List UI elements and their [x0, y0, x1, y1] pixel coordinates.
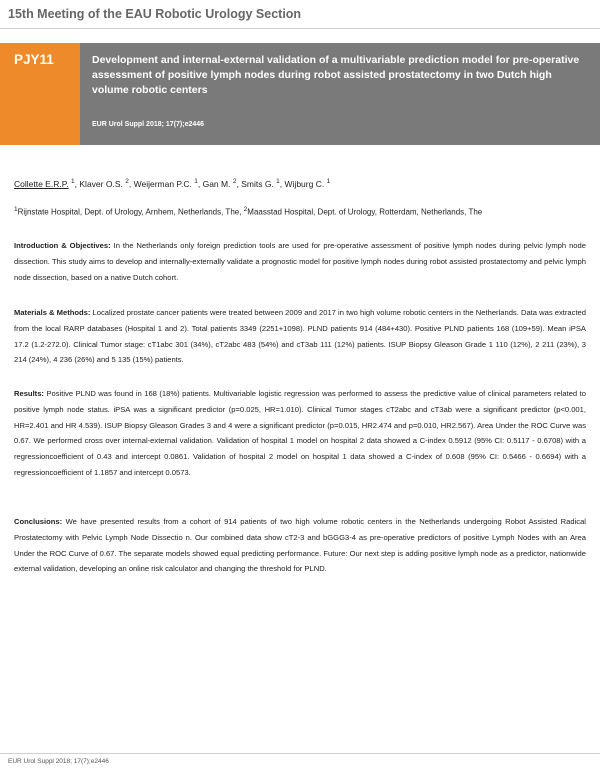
- author-affiliation-marker: 1: [71, 178, 75, 185]
- section-heading: Materials & Methods:: [14, 308, 91, 317]
- footer-citation: EUR Urol Suppl 2018; 17(7);e2446: [8, 758, 109, 765]
- author-affiliation-marker: 1: [326, 178, 331, 185]
- abstract-code: PJY11: [14, 52, 54, 67]
- section-results: [14, 386, 586, 481]
- affiliation-text: Rijnstate Hospital, Dept. of Urology, Arnhem, Netherlands, The,: [17, 207, 244, 217]
- abstract-title: Development and internal-external validation of a multivariable prediction model for pre-operative assessment of positive lymph nodes during robot assisted prostatectomy in two Dutch high volume robotic centers: [92, 54, 580, 96]
- author-affiliation-marker: 1: [194, 178, 198, 185]
- author-name: Smits G.: [241, 178, 274, 189]
- section-heading: Introduction & Objectives:: [14, 241, 111, 250]
- author-name: Collette E.R.P.: [14, 178, 69, 189]
- header-divider: [0, 28, 600, 29]
- section-body: Positive PLND was found in 168 (18%) patients. Multivariable logistic regression was performed to assess the predictive value of clinical parameters related to positive lymph node status. iPSA was a significant predictor (p=0.025, HR=1.010). Clinical Tumor stages cT2abc and cT3ab were a significant predictor (p<0.001, HR=2.401 and HR 4.539). ISUP Biopsy Gleason Grades 3 and 4 were a significant predictor (p=0.015, HR2.474 and p=0.010, HR2.567). Area Under the ROC Curve was 0.67. We performed cross over internal-external validation. Validation of hospital 1 model on hospital 2 data showed a C-index 0.5912 (95% CI: 0.5117 - 0.6708) with a regressioncoefficient of 0.43 and intercept 0.0861. Validation of hospital 2 model on hospital 1 data showed a C-index of 0.608 (95% CI: 0.5466 - 0.6694) with a regressioncoefficient of 1.1857 and intercept 0.0573.: [14, 389, 586, 477]
- section-body: In the Netherlands only foreign prediction tools are used for pre-operative assessment of positive lymph nodes during pelvic lymph node dissection. This study aims to develop and internally-externally validate a prognostic model for positive lymph nodes during robot assisted prostatectomy and pelvic lymph node dissection, based on a native Dutch cohort.: [14, 241, 586, 282]
- author-name: Wijburg C.: [284, 178, 325, 189]
- affiliation-marker: 2: [243, 206, 248, 213]
- section-body: Localized prostate cancer patients were treated between 2009 and 2017 in two high volume robotic centers in the Netherlands. Data was extracted from the local RARP databases (Hospital 1 and 2). Total patients 3349 (2251+1098). PLND patients 914 (484+430). Positive PLND patients 168 (109+59). Mean iPSA 17.2 (1.2-272.0). Clinical Tumor stage: cT1abc 301 (34%), cT2abc 483 (54%) and cT3ab 111 (12%) patients. ISUP Biopsy Gleason Grade 1 110 (12%), 2 211 (23%), 3 214 (24%), 4 236 (26%) and 5 135 (15%) patients.: [14, 308, 587, 365]
- author-affiliation-marker: 2: [232, 178, 237, 185]
- affiliations: [14, 206, 584, 217]
- affiliation-text: Maasstad Hospital, Dept. of Urology, Rotterdam, Netherlands, The: [247, 207, 483, 217]
- banner-citation: EUR Urol Suppl 2018; 17(7);e2446: [92, 121, 205, 128]
- abstract-code-box: [0, 43, 80, 145]
- section-body: We have presented results from a cohort of 914 patients of two high volume robotic centers in the Netherlands undergoing Robot Assisted Radical Prostatectomy with Pelvic Lymph Node Dissectio n. Our combined data show cT2-3 and bGGG3-4 as pre-operative predictors of positive Lymph Nodes with an Area Under the ROC Curve of 0.67. The separate models showed equal predicting performance. Future: Our next step is adding positive lymph node as a predictor, nationwide external validation, developing an online risk calculator and changing the threshold for PLND.: [14, 517, 586, 574]
- abstract-title-box: [80, 43, 600, 145]
- author-list: Collette E.R.P. $^1$, Klaver O.S. $^2$, Weijerman P.C. $^1$, Gan M. $^2$, Smits G. $^1$, Wijburg C. $^1$: [14, 178, 331, 189]
- section-heading: Results:: [14, 389, 44, 398]
- section-heading: Conclusions:: [14, 517, 63, 526]
- meeting-title: 15th Meeting of the EAU Robotic Urology Section: [8, 7, 302, 21]
- author-name: Gan M.: [202, 178, 231, 189]
- section-conclusions: [14, 514, 586, 577]
- author-name: Weijerman P.C.: [133, 178, 192, 189]
- author-affiliation-marker: 2: [125, 178, 129, 185]
- author-name: Klaver O.S.: [79, 178, 123, 189]
- footer-divider: [0, 753, 600, 754]
- author-affiliation-marker: 1: [276, 178, 280, 185]
- section-introduction: [14, 238, 586, 285]
- affiliation-marker: 1: [14, 206, 18, 213]
- abstract-banner: [0, 43, 600, 145]
- section-methods: [14, 305, 586, 368]
